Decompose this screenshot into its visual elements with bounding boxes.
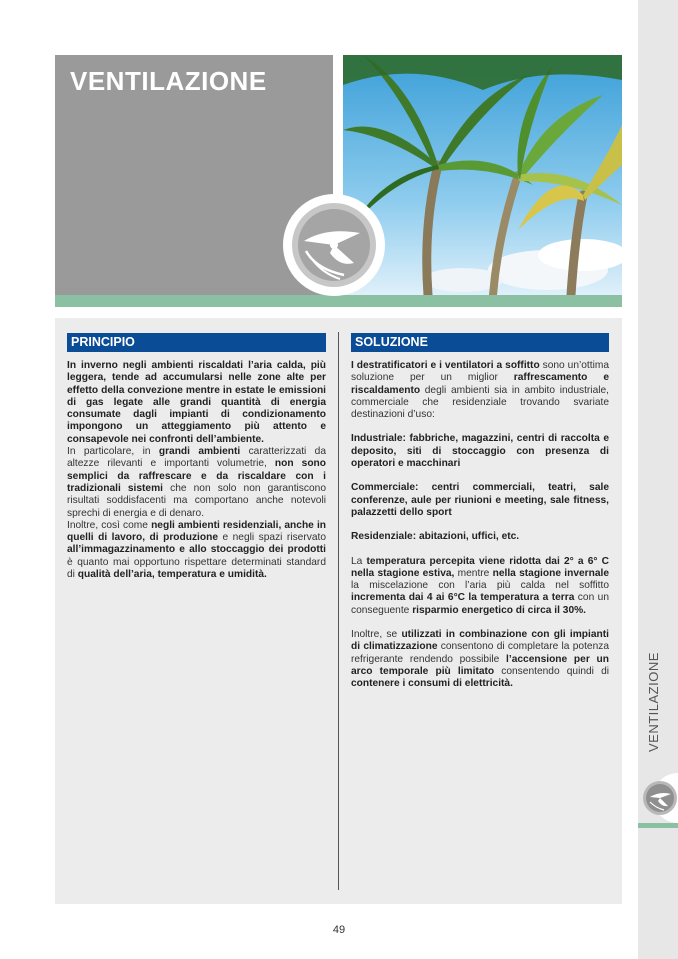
soluzione-text: [351, 360, 609, 691]
side-accent-bar: [638, 823, 678, 828]
principio-paragraph-3: Inoltre, così come negli ambienti residenziali, anche in quelli di lavoro, di produzione e negli spazi riservato all’immagazzinamento e allo stoccaggio dei prodotti è quanto mai opportuno rispettare determinati standard di qualità dell’aria, temperatura e umidità.: [67, 519, 326, 581]
side-section-label: VENTILAZIONE: [646, 652, 661, 752]
principio-text: [67, 360, 326, 581]
soluzione-heading: SOLUZIONE: [351, 333, 609, 352]
soluzione-paragraph-temperatura: La temperatura percepita viene ridotta dai 2° a 6° C nella stagione estiva, mentre nella stagione invernale la miscelazione con l’aria più calda nel soffitto incrementa dai 4 ai 6°C la temperatura a terra con un conseguente risparmio energetico di circa il 30%.: [351, 555, 610, 616]
page-title: VENTILAZIONE: [70, 66, 267, 96]
side-fan-icon: [638, 773, 678, 823]
soluzione-commerciale: Commerciale: centri commerciali, teatri, sale conferenze, aule per riunioni e meeting, sale fitness, palazzetti dello sport: [351, 482, 609, 518]
soluzione-paragraph-climatizzazione: Inoltre, se utilizzati in combinazione con gli impianti di climatizzazione consentono di completare la potenza refrigerante rendendo possibile l’accensione per un arco temporale più limitato consentendo quindi di contenere i consumi di elettricità.: [351, 629, 609, 690]
ceiling-fan-icon: [282, 193, 386, 297]
soluzione-paragraph-1: I destratificatori e i ventilatori a soffitto sono un’ottima soluzione per un miglior raffrescamento e riscaldamento degli ambienti sia in ambito industriale, commerciale che residenziale trovando svariate destinazioni d’uso:: [351, 360, 610, 421]
soluzione-industriale: Industriale: fabbriche, magazzini, centri di raccolta e deposito, siti di stoccaggio con presenza di operatori e macchinari: [351, 433, 609, 470]
principio-paragraph-1: In inverno negli ambienti riscaldati l’aria calda, più leggera, tende ad accumularsi nelle zone alte per effetto della convezione mentre in estate le emissioni di gas legate alle grandi quantità di energia consumate dagli impianti di condizionamento impongono un atteggiamento più attento e consapevole nei confronti dell’ambiente.: [67, 360, 326, 445]
column-divider: [338, 332, 339, 890]
page-number: 49: [332, 924, 346, 936]
soluzione-residenziale: Residenziale: abitazioni, uffici, etc.: [351, 531, 520, 543]
principio-heading: PRINCIPIO: [67, 333, 326, 352]
principio-paragraph-2: In particolare, in grandi ambienti caratterizzati da altezze rilevanti e importanti volumetrie, non sono semplici da raffrescare e da riscaldare con i tradizionali sistemi che non solo non garantiscono risultati soddisfacenti ma comportano anche notevoli sprechi di energia e di denaro.: [67, 446, 327, 519]
